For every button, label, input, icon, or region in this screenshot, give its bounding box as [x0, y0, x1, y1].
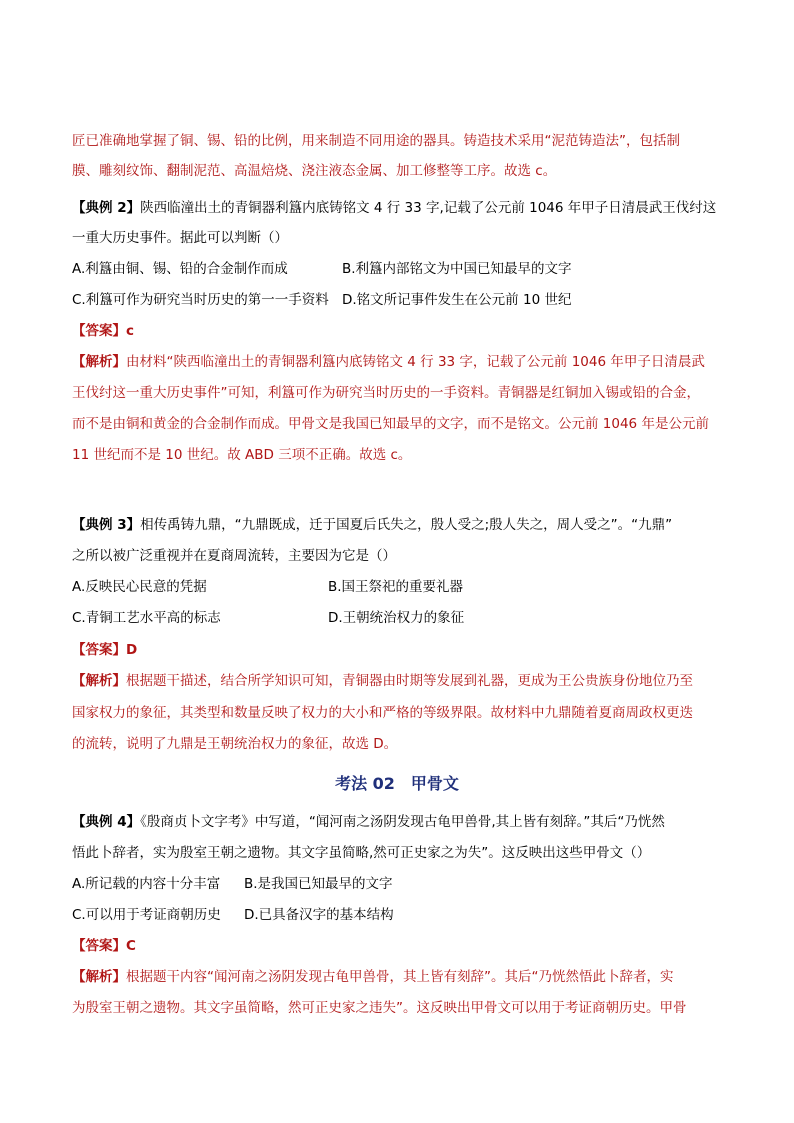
example-4-analysis-line-2: 为殷室王朝之遗物。其文字虽简略，然可正史家之违失”。这反映出甲骨文可以用于考证商朝历史。甲骨: [72, 1000, 687, 1016]
answer-value: D: [126, 642, 138, 658]
example-4-options-row-2: [72, 904, 722, 926]
example-4-tag: 【典例 4】: [72, 814, 141, 830]
example-3-option-d: D.王朝统治权力的象征: [328, 610, 465, 626]
example-3-option-c: C.青铜工艺水平高的标志: [72, 610, 221, 626]
answer-label: 【答案】: [72, 323, 126, 339]
example-4-option-a: A.所记载的内容十分丰富: [72, 876, 221, 892]
example-3-analysis-line-3: 的流转，说明了九鼎是王朝统治权力的象征，故选 D。: [72, 736, 398, 752]
example-4-option-c: C.可以用于考证商朝历史: [72, 907, 221, 923]
example-3-answer: [72, 639, 722, 661]
example-4-question-line-2: 悟此卜辞者，实为殷室王朝之遗物。其文字虽简略,然可正史家之为失”。这反映出这些甲骨文（）: [72, 845, 651, 861]
example-4-options-row-1: [72, 873, 722, 895]
example-4-option-d: D.已具备汉字的基本结构: [244, 907, 394, 923]
example-4-analysis-text-1: 根据题干内容“闻河南之汤阴发现古龟甲兽骨，其上皆有刻辞”。其后“乃恍然悟此卜辞者，实: [126, 969, 674, 985]
answer-value: c: [126, 323, 135, 339]
example-3-analysis-text-1: 根据题干描述，结合所学知识可知，青铜器由时期等发展到礼器，更成为王公贵族身份地位乃至: [126, 673, 693, 689]
section-heading: 考法 02 甲骨文: [335, 774, 459, 793]
example-2-analysis-line-2: 王伐纣这一重大历史事件”可知，利簋可作为研究当时历史的一手资料。青铜器是红铜加入锡或铅的合金，: [72, 385, 700, 401]
example-4-answer: [72, 935, 722, 957]
example-3-options-row-1: [72, 576, 722, 598]
example-2-option-c: C.利簋可作为研究当时历史的第一一手资料: [72, 292, 329, 308]
answer-value: C: [126, 938, 136, 954]
example-3-option-b: B.国王祭祀的重要礼器: [328, 579, 464, 595]
example-3-tag: 【典例 3】: [72, 517, 141, 533]
example-4-option-b: B.是我国已知最早的文字: [244, 876, 393, 892]
analysis-label: 【解析】: [72, 969, 126, 985]
example-3-question-text-1: 相传禹铸九鼎，“九鼎既成，迁于国夏后氏失之，殷人受之;殷人失之，周人受之”。“九鼎”: [140, 517, 673, 533]
example-3-analysis-line-2: 国家权力的象征，其类型和数量反映了权力的大小和严格的等级界限。故材料中九鼎随着夏商周政权更迭: [72, 705, 693, 721]
example-2-answer: [72, 320, 722, 342]
example-2-analysis-line-1: [72, 351, 722, 373]
example-3-analysis-line-1: [72, 670, 722, 692]
example-2-tag: 【典例 2】: [72, 200, 141, 216]
example-2-option-b: B.利簋内部铭文为中国已知最早的文字: [342, 261, 572, 277]
example-2-option-a: A.利簋由铜、锡、铅的合金制作而成: [72, 261, 288, 277]
example-3-question-line-2: 之所以被广泛重视并在夏商周流转，主要因为它是（）: [72, 548, 396, 564]
intro-line-2: 膜、雕刻纹饰、翻制泥范、高温焙烧、浇注液态金属、加工修整等工序。故选 c。: [72, 163, 557, 179]
example-4-question-line-1: [72, 811, 722, 833]
example-4-question-text-1: 《殷商贞卜文字考》中写道，“闻河南之汤阴发现古龟甲兽骨,其上皆有刻辞。”其后“乃恍然: [140, 814, 665, 830]
example-2-question-line-2: 一重大历史事件。据此可以判断（）: [72, 230, 288, 246]
example-2-question-line-1: [72, 197, 722, 219]
example-2-question-text-1: 陕西临潼出土的青铜器利簋内底铸铭文 4 行 33 字,记载了公元前 1046 年甲子日清晨武王伐纣这: [140, 200, 717, 216]
example-2-analysis-line-4: 11 世纪而不是 10 世纪。故 ABD 三项不正确。故选 c。: [72, 447, 412, 463]
answer-label: 【答案】: [72, 938, 126, 954]
analysis-label: 【解析】: [72, 354, 126, 370]
example-3-question-line-1: [72, 514, 722, 536]
example-2-option-d: D.铭文所记事件发生在公元前 10 世纪: [342, 292, 572, 308]
example-3-option-a: A.反映民心民意的凭据: [72, 579, 207, 595]
analysis-label: 【解析】: [72, 673, 126, 689]
example-3-options-row-2: [72, 607, 722, 629]
intro-line-1: 匠已准确地掌握了铜、锡、铅的比例，用来制造不同用途的器具。铸造技术采用“泥范铸造法”，包括制: [72, 133, 680, 149]
example-2-options-row-2: [72, 289, 722, 311]
example-4-analysis-line-1: [72, 966, 722, 988]
example-2-analysis-line-3: 而不是由铜和黄金的合金制作而成。甲骨文是我国已知最早的文字，而不是铭文。公元前 1046 年是公元前: [72, 416, 709, 432]
example-2-options-row-1: [72, 258, 722, 280]
example-2-analysis-text-1: 由材料“陕西临潼出土的青铜器利簋内底铸铭文 4 行 33 字，记载了公元前 1046 年甲子日清晨武: [126, 354, 705, 370]
answer-label: 【答案】: [72, 642, 126, 658]
